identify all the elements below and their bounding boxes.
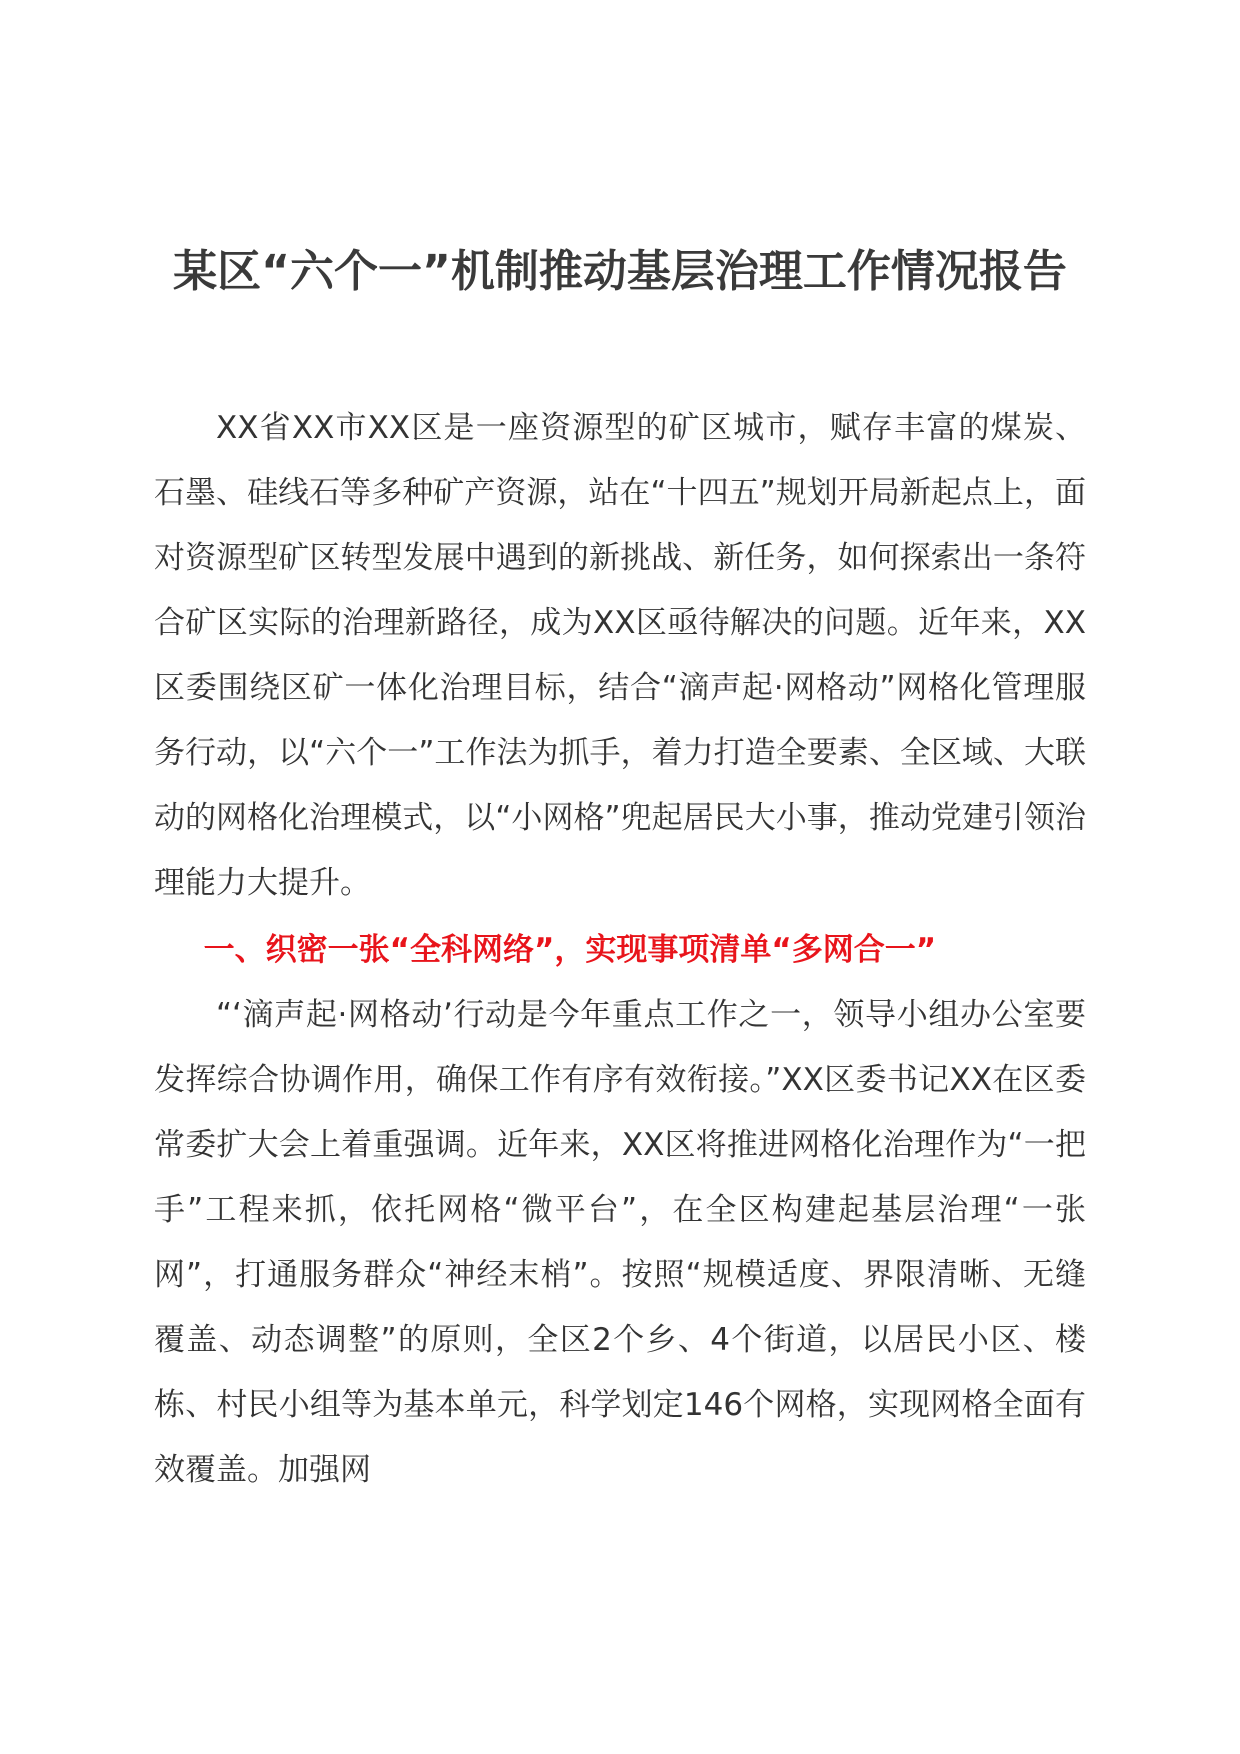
body-paragraph-section-1: “‘滴声起·网格动’行动是今年重点工作之一，领导小组办公室要发挥综合协调作用，确保工作有序有效衔接。”XX区委书记XX在区委常委扩大会上着重强调。近年来，XX区将推进网格化治理作为“一把手”工程来抓，依托网格“微平台”，在全区构建起基层治理“一张网”，打通服务群众“神经末梢”。按照“规模适度、界限清晰、无缝覆盖、动态调整”的原则，全区2个乡、4个街道，以居民小区、楼栋、村民小组等为基本单元，科学划定146个网格，实现网格全面有效覆盖。加强网 <box>154 997 1086 1488</box>
body-paragraph-intro: XX省XX市XX区是一座资源型的矿区城市，赋存丰富的煤炭、石墨、硅线石等多种矿产资源，站在“十四五”规划开局新起点上，面对资源型矿区转型发展中遇到的新挑战、新任务，如何探索出一条符合矿区实际的治理新路径，成为XX区亟待解决的问题。近年来，XX区委围绕区矿一体化治理目标，结合“滴声起·网格动”网格化管理服务行动，以“六个一”工作法为抓手，着力打造全要素、全区域、大联动的网格化治理模式，以“小网格”兜起居民大小事，推动党建引领治理能力大提升。 <box>154 410 1086 901</box>
document-title: 某区“六个一”机制推动基层治理工作情况报告 <box>173 246 1067 297</box>
document-page <box>154 0 1086 1754</box>
section-heading-1: 一、织密一张“全科网络”，实现事项清单“多网合一” <box>203 932 937 968</box>
